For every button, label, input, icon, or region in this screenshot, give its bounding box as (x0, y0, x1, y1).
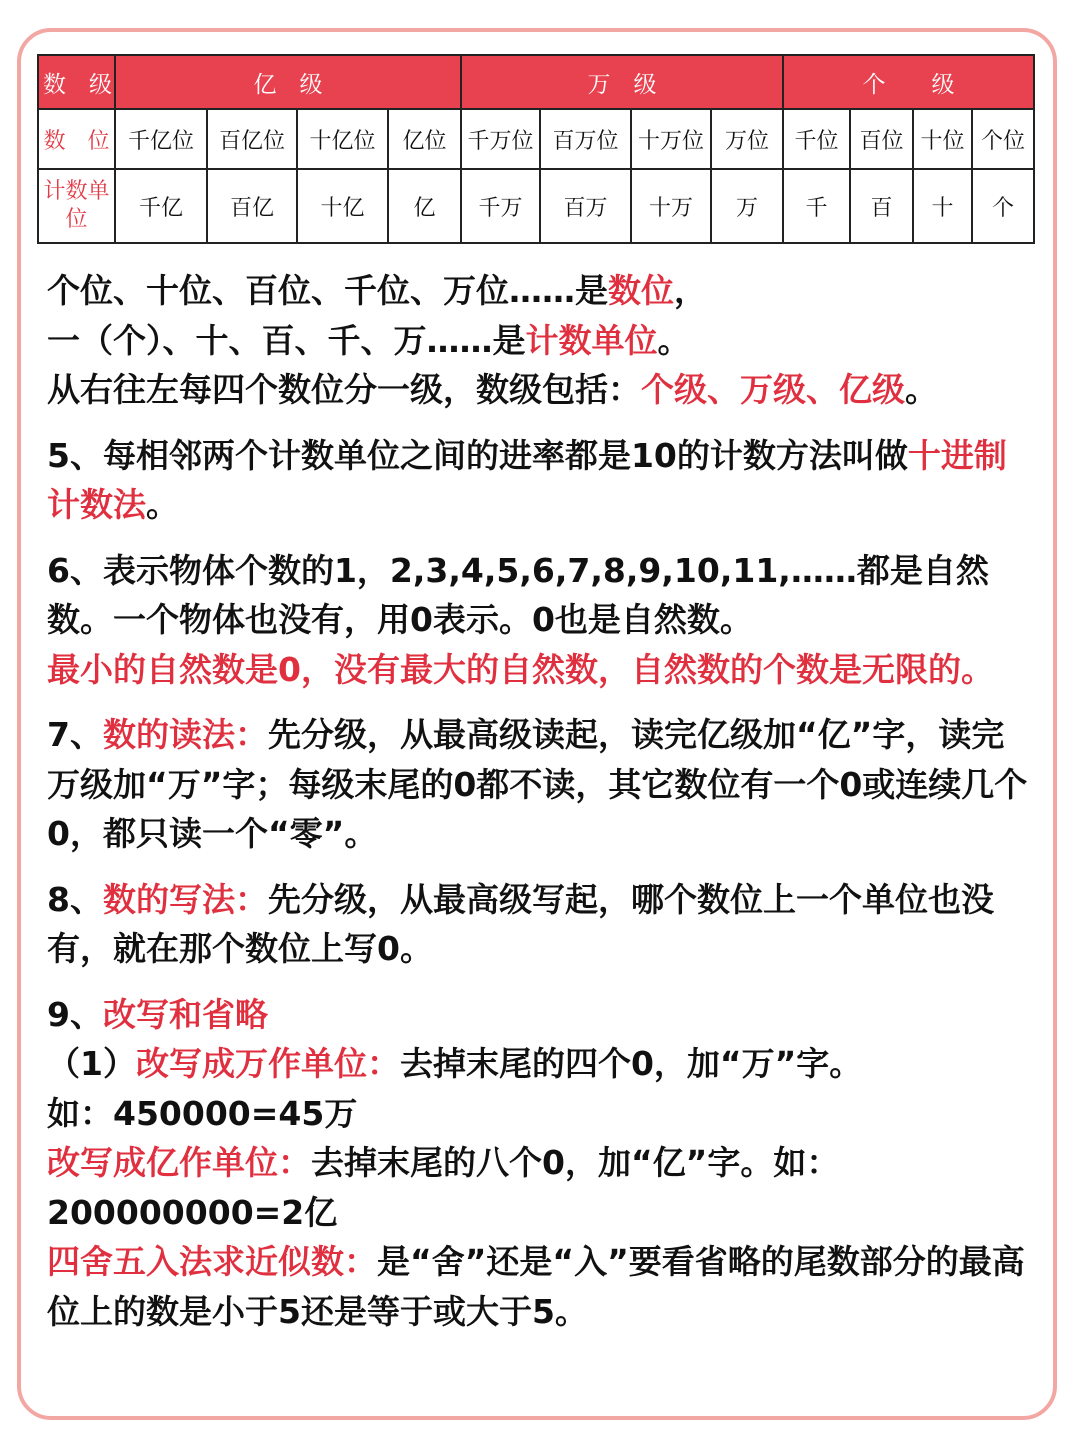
point-7-label: 数的读法： (102, 715, 268, 754)
point-8-text: 先分级，从最高级写起，哪个数位上一个单位也没有，就在那个数位上写0。 (47, 879, 994, 968)
place-cell: 千位 (783, 109, 850, 169)
point-9-sub3-text: 是“舍”还是“入”要看省略的尾数部分的最高位上的数是小于5还是等于或大于5。 (47, 1242, 1025, 1331)
intro-line1-end: ， (674, 271, 707, 310)
level-wan: 万 级 (461, 55, 783, 109)
point-6-text: 6、表示物体个数的1，2,3,4,5,6,7,8,9,10,11,……都是自然数。一个物体也没有，用0表示。0也是自然数。 (47, 550, 989, 639)
place-cell: 千亿位 (115, 109, 207, 169)
level-label: 数 级 (38, 55, 115, 109)
unit-cell: 万 (711, 169, 783, 243)
intro-line2-end: 。 (657, 320, 691, 360)
point-9-sub3-label: 四舍五入法求近似数： (47, 1242, 377, 1281)
point-9-title: 改写和省略 (102, 994, 268, 1034)
intro-paragraph (47, 266, 1037, 415)
point-7 (47, 710, 1037, 859)
place-cell: 十万位 (631, 109, 711, 169)
point-9-sub1-label: 改写成万作单位： (135, 1044, 400, 1083)
intro-line2-text: 一（个）、十、百、千、万……是 (47, 320, 526, 360)
unit-cell: 亿 (388, 169, 461, 243)
level-ge: 个 级 (783, 55, 1034, 109)
point-7-text: 先分级，从最高级读起，读完亿级加“亿”字，读完万级加“万”字；每级末尾的0都不读，其它数位有一个0或连续几个0，都只读一个“零”。 (47, 715, 1028, 853)
place-row (38, 109, 1034, 169)
point-9-number: 9、 (47, 994, 103, 1034)
intro-line2-highlight: 计数单位 (525, 320, 658, 360)
point-8-label: 数的写法： (102, 879, 268, 919)
point-7-number: 7、 (47, 715, 103, 754)
point-9-sub2-text: 去掉末尾的八个0，加“亿”字。如： (311, 1143, 840, 1182)
point-5-text: 5、每相邻两个计数单位之间的进率都是10的计数方法叫做 (47, 435, 908, 475)
point-9-sub1-example: 如：450000=45万 (47, 1093, 358, 1133)
point-6-highlight: 最小的自然数是0，没有最大的自然数，自然数的个数是无限的。 (47, 649, 994, 689)
point-6 (47, 546, 1037, 695)
place-cell: 亿位 (388, 109, 461, 169)
point-5 (47, 431, 1037, 530)
point-5-end: 。 (146, 485, 179, 524)
place-value-table (37, 54, 1035, 244)
place-label: 数 位 (38, 109, 115, 169)
place-cell: 十亿位 (297, 109, 388, 169)
point-8 (47, 875, 1037, 974)
notes-body (47, 266, 1037, 1336)
place-cell: 千万位 (461, 109, 540, 169)
point-9 (47, 990, 1037, 1337)
intro-line3-text: 从右往左每四个数位分一级，数级包括： (47, 370, 641, 409)
point-5-highlight: 十进制计数法 (47, 435, 1007, 524)
unit-cell: 百万 (540, 169, 631, 243)
unit-cell: 个 (972, 169, 1034, 243)
level-row (38, 55, 1034, 109)
point-9-sub1-number: （1） (47, 1044, 136, 1083)
unit-cell: 千万 (461, 169, 540, 243)
place-cell: 百亿位 (207, 109, 297, 169)
point-9-sub2-label: 改写成亿作单位： (47, 1143, 311, 1182)
place-cell: 百万位 (540, 109, 631, 169)
point-9-sub1-text: 去掉末尾的四个0，加“万”字。 (399, 1044, 863, 1083)
intro-line3-end: 。 (905, 370, 938, 409)
place-cell: 百位 (850, 109, 913, 169)
unit-cell: 百亿 (207, 169, 297, 243)
intro-line1-text: 个位、十位、百位、千位、万位……是 (47, 271, 608, 310)
point-8-number: 8、 (47, 879, 103, 919)
place-cell: 万位 (711, 109, 783, 169)
intro-line1-highlight: 数位 (608, 271, 674, 310)
place-cell: 十位 (913, 109, 972, 169)
unit-cell: 十 (913, 169, 972, 243)
level-yi: 亿 级 (115, 55, 461, 109)
unit-cell: 千 (783, 169, 850, 243)
unit-cell: 十亿 (297, 169, 388, 243)
unit-row (38, 169, 1034, 243)
unit-cell: 十万 (631, 169, 711, 243)
place-cell: 个位 (972, 109, 1034, 169)
unit-cell: 千亿 (115, 169, 207, 243)
point-9-sub2-example: 200000000=2亿 (47, 1192, 338, 1232)
intro-line3-highlight: 个级、万级、亿级 (641, 370, 905, 409)
unit-label: 计数单位 (38, 169, 115, 243)
unit-cell: 百 (850, 169, 913, 243)
